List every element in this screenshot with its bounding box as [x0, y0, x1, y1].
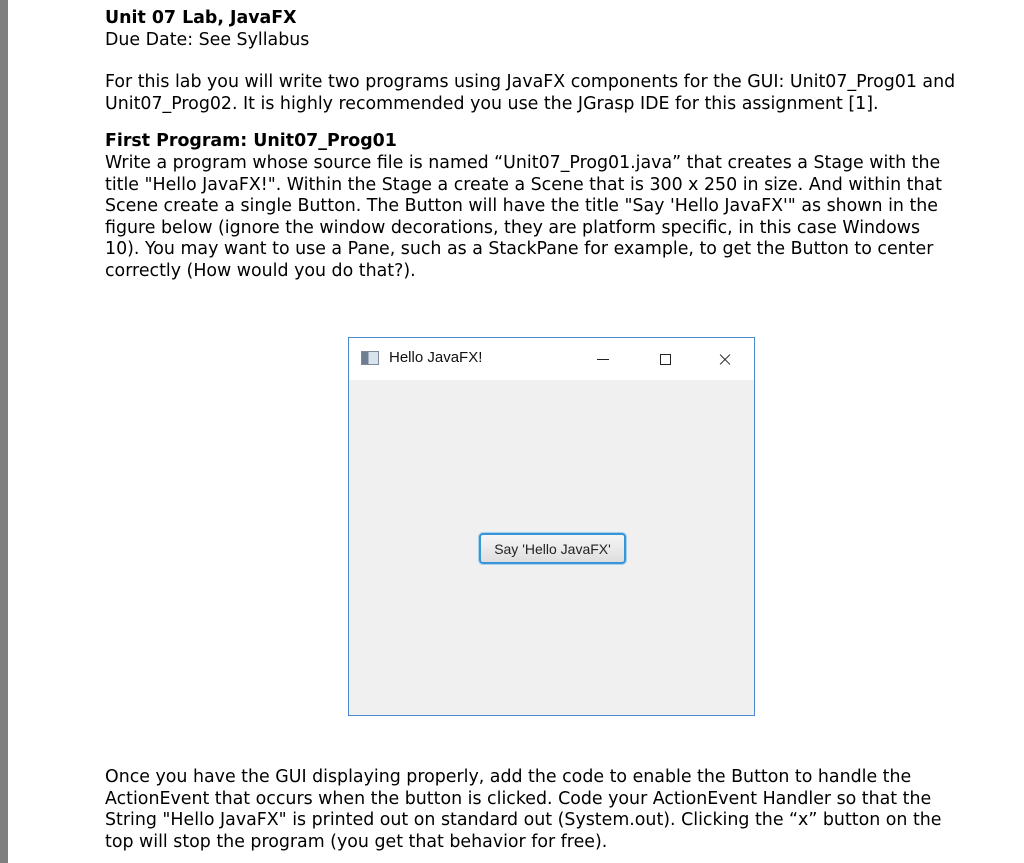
closing-line: top will stop the program (you get that behavior for free). — [105, 831, 608, 852]
closing-line: ActionEvent that occurs when the button is clicked. Code your ActionEvent Handler so that the — [105, 788, 932, 809]
say-hello-button[interactable]: Say 'Hello JavaFX' — [479, 533, 626, 564]
due-date: Due Date: See Syllabus — [105, 29, 310, 50]
section-line: figure below (ignore the window decorations, they are platform specific, in this case Windows — [105, 217, 921, 238]
minimize-button[interactable] — [583, 344, 623, 374]
window-title: Hello JavaFX! — [389, 349, 483, 366]
section-line: 10). You may want to use a Pane, such as a StackPane for example, to get the Button to center — [105, 239, 934, 260]
javafx-window-figure — [348, 337, 755, 716]
document-body — [105, 8, 1005, 283]
lab-title: Unit 07 Lab, JavaFX — [105, 8, 297, 28]
close-button[interactable] — [705, 344, 745, 374]
closing-paragraph — [105, 767, 1005, 853]
closing-line: String "Hello JavaFX" is printed out on standard out (System.out). Clicking the “x” button on the — [105, 810, 942, 831]
section-line: Write a program whose source file is named “Unit07_Prog01.java” that creates a Stage with the — [105, 152, 941, 173]
section-line: correctly (How would you do that?). — [105, 260, 416, 281]
close-icon — [718, 352, 732, 366]
section-heading: First Program: Unit07_Prog01 — [105, 131, 397, 152]
maximize-button[interactable] — [645, 344, 685, 374]
section-line: Scene create a single Button. The Button will have the title "Say 'Hello JavaFX'" as shown in the — [105, 196, 939, 217]
intro-line: For this lab you will write two programs using JavaFX components for the GUI: Unit07_Prog01 and — [105, 72, 956, 93]
page-left-border — [0, 0, 8, 863]
intro-line: Unit07_Prog02. It is highly recommended you use the JGrasp IDE for this assignment [1]. — [105, 93, 879, 114]
closing-line: Once you have the GUI displaying properly, add the code to enable the Button to handle the — [105, 767, 912, 787]
section-line: title "Hello JavaFX!". Within the Stage a create a Scene that is 300 x 250 in size. And within that — [105, 174, 942, 195]
maximize-icon — [660, 354, 671, 365]
minimize-icon — [597, 359, 609, 360]
app-icon — [361, 351, 379, 365]
window-titlebar — [349, 338, 754, 380]
